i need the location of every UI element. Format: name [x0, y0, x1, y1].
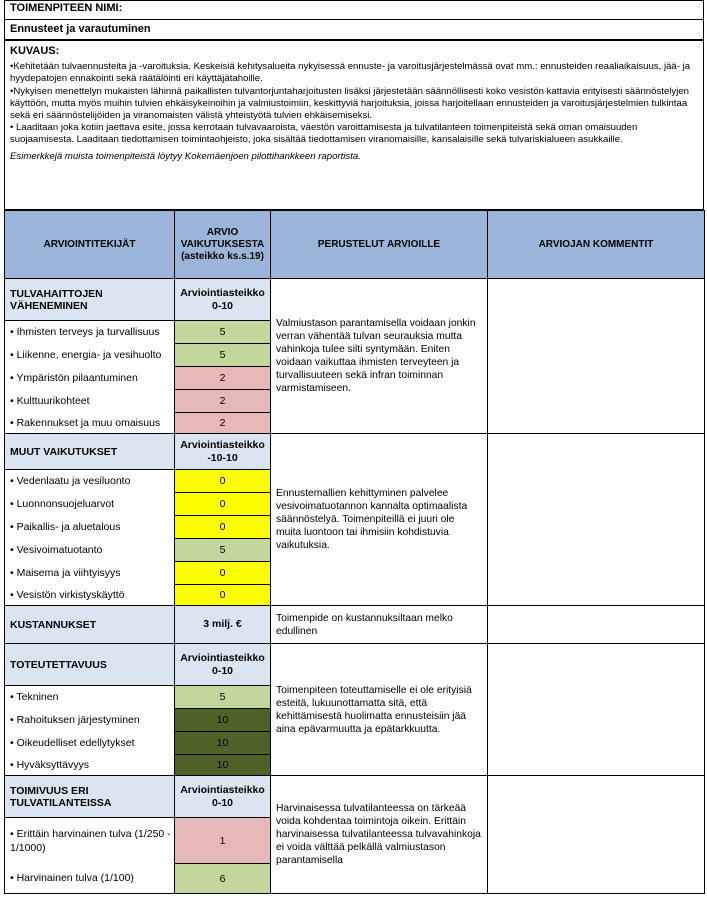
header-comments: ARVIOJAN KOMMENTIT — [488, 211, 705, 279]
factor-value: 0 — [175, 516, 271, 539]
factor-value: 10 — [175, 709, 271, 732]
factor-label: • Vesivoimatuotanto — [5, 539, 175, 562]
factor-label: • Kulttuurikohteet — [5, 390, 175, 413]
section-scale: Arviointiasteikko 0-10 — [175, 644, 271, 686]
factor-label: • Ympäristön pilaantuminen — [5, 367, 175, 390]
section-title: MUUT VAIKUTUKSET — [5, 434, 175, 470]
factor-label: • Luonnonsuojeluarvot — [5, 493, 175, 516]
measure-name-label: TOIMENPITEEN NIMI: — [10, 2, 123, 14]
section-title: KUSTANNUKSET — [5, 606, 175, 644]
section-comments[interactable] — [488, 644, 705, 776]
description-note: Esimerkkejä muista toimenpiteistä löytyy Kokemäenjoen pilottihankkeen raportista. — [10, 150, 361, 162]
factor-value: 1 — [175, 818, 271, 864]
section-comments[interactable] — [488, 279, 705, 434]
factor-value: 10 — [175, 755, 271, 776]
factor-label: • Liikenne, energia- ja vesihuolto — [5, 344, 175, 367]
section-justification: Valmiustason parantamisella voidaan jonkin verran vähentää tulvan seurauksia mutta vahinkoja tulee silti syntymään. Eniten voidaan vaikuttaa ihmisten terveyteen ja turvallisuuteen sekä infran toiminnan varmistamiseen. — [271, 279, 488, 434]
factor-label: • Paikallis- ja aluetalous — [5, 516, 175, 539]
section-scale: Arviointiasteikko 0-10 — [175, 776, 271, 818]
table-header-row — [5, 211, 705, 279]
factor-value: 2 — [175, 413, 271, 434]
factor-label: • Oikeudelliset edellytykset — [5, 732, 175, 755]
factor-value: 6 — [175, 864, 271, 894]
description-paragraph: •Nykyisen menettelyn mukaisten lähinnä paikallisten tulvantorjuntaharjoitusten lisäksi järjestetään säännöllisesti koko vesistön kattavia erityisesti säännöstelyjen käyttöön, mutta myös muihin tulvien ehkäisykeinoihin ja valmiustoimiin, keskittyviä harjoituksia, joissa harjoitellaan ennusteiden ja varoitusjärjestelmien tulkintaa sekä eri säännöstelijöiden ja viranomaisten välistä yhteistyötä tulvien ehkäisemiseksi. — [10, 85, 690, 122]
factor-label: • Erittäin harvinainen tulva (1/250 - 1/1000) — [5, 818, 175, 864]
factor-label: • Rahoituksen järjestyminen — [5, 709, 175, 732]
description-title: KUVAUS: — [10, 45, 60, 57]
section-scale: Arviointiasteikko -10-10 — [175, 434, 271, 470]
factor-label: • Tekninen — [5, 686, 175, 709]
section-comments[interactable] — [488, 776, 705, 894]
factor-value: 0 — [175, 562, 271, 585]
factor-label: • Hyväksyttävyys — [5, 755, 175, 776]
cost-value: 3 milj. € — [175, 606, 271, 644]
section-row — [5, 434, 705, 470]
factor-label: • Maisema ja viihtyisyys — [5, 562, 175, 585]
factor-value: 5 — [175, 344, 271, 367]
factor-label: • Vedenlaatu ja vesiluonto — [5, 470, 175, 493]
factor-value: 0 — [175, 470, 271, 493]
description-paragraph: • Laaditaan joka kotiin jaettava esite, jossa kerrotaan tulvavaaroista, väestön varoittamisesta ja tulvatilanteen toimenpiteistä sekä oman omaisuuden suojaamisesta. Laaditaan tiedottamisen toimintaohjeisto, joka sisältää tiedottamisen viranomaisille, kansalaisille sekä tulvariskialueen asukkaille. — [10, 122, 638, 146]
header-factors: ARVIOINTITEKIJÄT — [5, 211, 175, 279]
factor-value: 5 — [175, 686, 271, 709]
section-comments[interactable] — [488, 606, 705, 644]
section-row — [5, 776, 705, 818]
measure-name: Ennusteet ja varautuminen — [10, 23, 151, 35]
section-scale: Arviointiasteikko 0-10 — [175, 279, 271, 321]
assessment-table — [4, 210, 705, 894]
header-justification: PERUSTELUT ARVIOILLE — [271, 211, 488, 279]
factor-value: 10 — [175, 732, 271, 755]
measure-name-label-cell — [4, 0, 704, 20]
section-row — [5, 606, 705, 644]
factor-value: 5 — [175, 321, 271, 344]
measure-name-cell — [4, 20, 704, 40]
section-row — [5, 644, 705, 686]
section-justification: Harvinaisessa tulvatilanteessa on tärkeää voida kohdentaa toimintoja oikein. Erittäin harvinaisessa tulvatilanteessa tulvavahinkoja ei voida välttää pelkällä valmiustason parantamisella — [271, 776, 488, 894]
section-title: TOTEUTETTAVUUS — [5, 644, 175, 686]
header-impact: ARVIO VAIKUTUKSESTA (asteikko ks.s.19) — [175, 211, 271, 279]
section-row — [5, 279, 705, 321]
factor-label: • Ihmisten terveys ja turvallisuus — [5, 321, 175, 344]
factor-value: 2 — [175, 390, 271, 413]
factor-label: • Rakennukset ja muu omaisuus — [5, 413, 175, 434]
factor-label: • Vesistön virkistyskäyttö — [5, 585, 175, 606]
factor-label: • Harvinainen tulva (1/100) — [5, 864, 175, 894]
section-justification: Toimenpide on kustannuksiltaan melko edullinen — [271, 606, 488, 644]
factor-value: 0 — [175, 585, 271, 606]
section-title: TULVAHAITTOJEN VÄHENEMINEN — [5, 279, 175, 321]
justification-text: Ennustemallien kehittyminen palvelee vesivoimatuotannon kannalta optimaalista säännöstelyä. Toimenpiteillä ei juuri ole muita luontoon tai ihmisiin kohdistuvia vaikutuksia. — [276, 488, 468, 551]
description-paragraph: •Kehitetään tulvaennusteita ja -varoituksia. Keskeisiä kehitysalueita nykyisessä ennuste- ja varoitusjärjestelmässä ovat mm.: ennusteiden reaaliaikaisuus, jää- ja hyydepatojen ennakointi sekä räätälöinti eri käyttäjätahoille. — [10, 61, 691, 85]
section-title: TOIMIVUUS ERI TULVATILANTEISSA — [5, 776, 175, 818]
section-justification: Toimenpiteen toteuttamiselle ei ole erityisiä esteitä, lukuunottamatta sitä, että kehittämisestä huolimatta ennusteisiin jää aina epävarmuutta ja epätarkkuutta. — [271, 644, 488, 776]
factor-value: 2 — [175, 367, 271, 390]
factor-value: 5 — [175, 539, 271, 562]
factor-value: 0 — [175, 493, 271, 516]
section-comments[interactable] — [488, 434, 705, 606]
description-box — [4, 40, 704, 210]
section-justification — [271, 434, 488, 606]
